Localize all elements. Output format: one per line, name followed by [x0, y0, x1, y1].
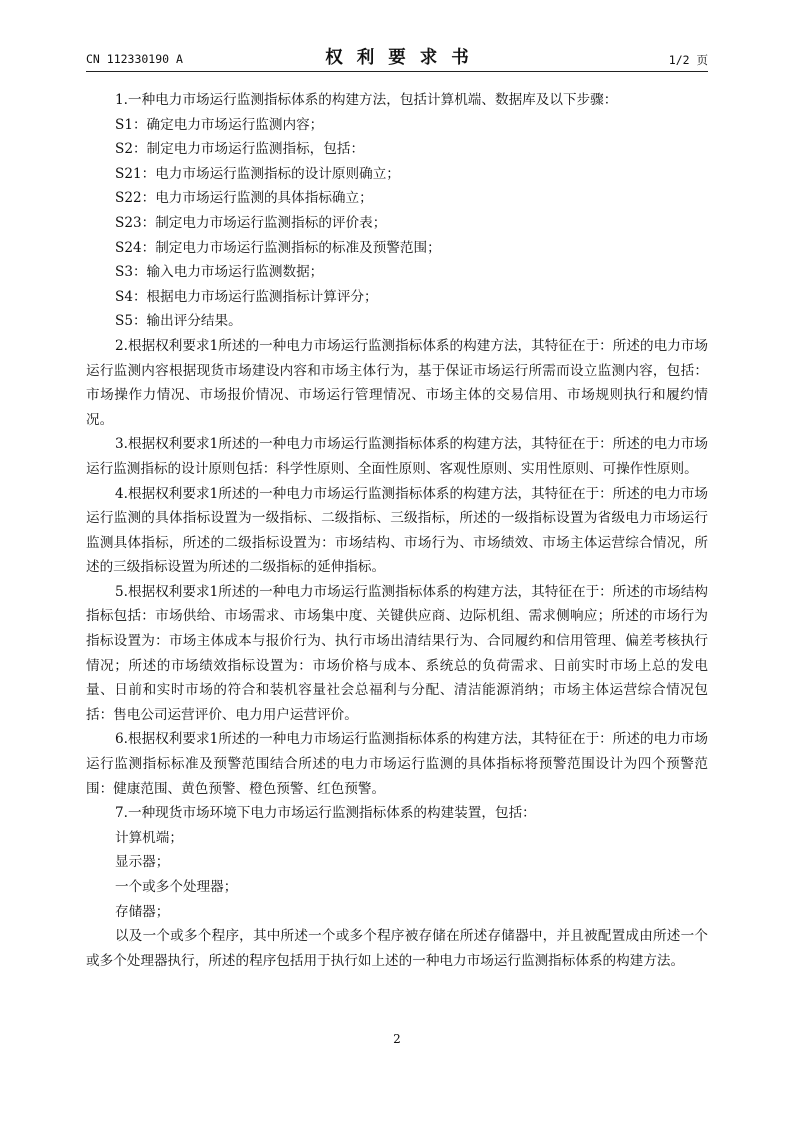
claim-paragraph: 以及一个或多个程序，其中所述一个或多个程序被存储在所述存储器中，并且被配置成由所述一个或多个处理器执行，所述的程序包括用于执行如上述的一种电力市场运行监测指标体系的构建方法。 — [86, 928, 708, 969]
claim-paragraph: S1：确定电力市场运行监测内容； — [115, 116, 324, 133]
claim-paragraph: 1.一种电力市场运行监测指标体系的构建方法，包括计算机端、数据库及以下步骤： — [115, 92, 618, 108]
claim-paragraph: S23：制定电力市场运行监测指标的评价表； — [115, 214, 387, 231]
claim-paragraph: 存储器； — [115, 903, 170, 920]
claim-paragraph: S3：输入电力市场运行监测数据； — [115, 264, 324, 281]
claim-paragraph: 3.根据权利要求1所述的一种电力市场运行监测指标体系的构建方法，其特征在于：所述的电力市场运行监测指标的设计原则包括：科学性原则、全面性原则、客观性原则、实用性原则、可操作性原则。 — [86, 436, 708, 477]
claim-paragraph: S24：制定电力市场运行监测指标的标准及预警范围； — [115, 239, 441, 256]
claim-paragraph: 7.一种现货市场环境下电力市场运行监测指标体系的构建装置，包括： — [115, 805, 536, 822]
claims-body — [86, 88, 708, 973]
claim-paragraph: 显示器； — [115, 854, 170, 871]
claim-paragraph: 6.根据权利要求1所述的一种电力市场运行监测指标体系的构建方法，其特征在于：所述的电力市场运行监测指标标准及预警范围结合所述的电力市场运行监测的具体指标将预警范围设计为四个预警范围：健康范围、黄色预警、橙色预警、红色预警。 — [86, 731, 708, 797]
claim-paragraph: S21：电力市场运行监测指标的设计原则确立； — [115, 165, 400, 182]
page-header — [86, 44, 708, 70]
claim-paragraph: 一个或多个处理器； — [115, 879, 238, 895]
claim-paragraph: S5：输出评分结果。 — [115, 313, 242, 330]
page-info: 1/2 页 — [668, 53, 708, 67]
claim-paragraph: 计算机端； — [115, 829, 183, 846]
header-rule — [86, 71, 708, 72]
claim-paragraph: S22：电力市场运行监测的具体指标确立； — [115, 190, 373, 207]
document-number: CN 112330190 A — [86, 52, 183, 66]
claim-paragraph: 4.根据权利要求1所述的一种电力市场运行监测指标体系的构建方法，其特征在于：所述的电力市场运行监测的具体指标设置为一级指标、二级指标、三级指标，所述的一级指标设置为省级电力市场运行监测具体指标，所述的二级指标设置为：市场结构、市场行为、市场绩效、市场主体运营综合情况，所述的三级指标设置为所述的二级指标的延伸指标。 — [86, 485, 708, 576]
page-title: 权利要求书 — [325, 48, 483, 68]
claim-paragraph: 5.根据权利要求1所述的一种电力市场运行监测指标体系的构建方法，其特征在于：所述的市场结构指标包括：市场供给、市场需求、市场集中度、关键供应商、边际机组、需求侧响应；所述的市场行为指标设置为：市场主体成本与报价行为、执行市场出清结果行为、合同履约和信用管理、偏差考核执行情况；所述的市场绩效指标设置为：市场价格与成本、系统总的负荷需求、日前实时市场上总的发电量、日前和实时市场的符合和装机容量社会总福利与分配、清洁能源消纳；市场主体运营综合情况包括：售电公司运营评价、电力用户运营评价。 — [86, 583, 708, 723]
claim-paragraph: S2：制定电力市场运行监测指标，包括： — [115, 141, 365, 158]
claim-paragraph: 2.根据权利要求1所述的一种电力市场运行监测指标体系的构建方法，其特征在于：所述的电力市场运行监测内容根据现货市场建设内容和市场主体行为，基于保证市场运行所需而设立监测内容，包括：市场操作力情况、市场报价情况、市场运行管理情况、市场主体的交易信用、市场规则执行和履约情况。 — [86, 337, 708, 428]
claim-paragraph: S4：根据电力市场运行监测指标计算评分； — [115, 288, 378, 305]
page-number: 2 — [393, 1032, 401, 1046]
